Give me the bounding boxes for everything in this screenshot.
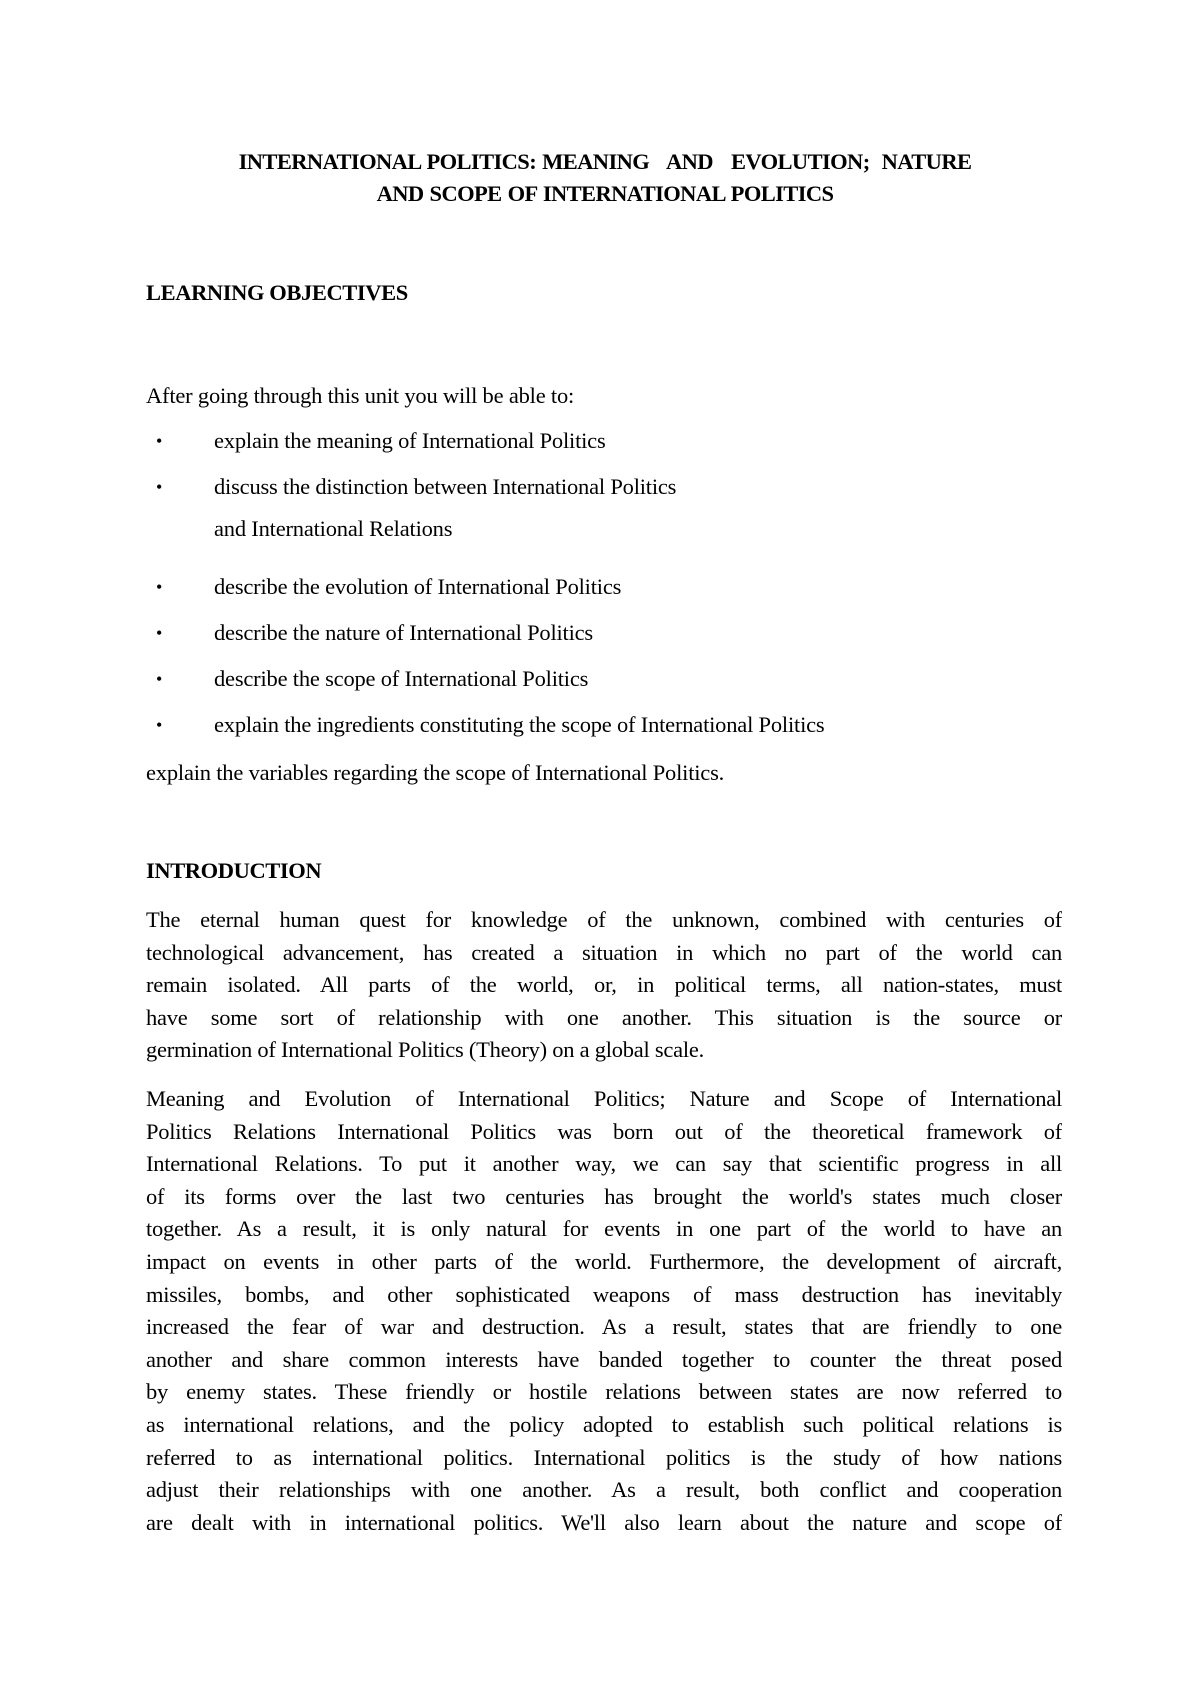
paragraph-line: have some sort of relationship with one another. This situation is the source or (146, 1004, 1062, 1030)
title-line-2: AND SCOPE OF INTERNATIONAL POLITICS (376, 181, 834, 206)
paragraph-line: technological advancement, has created a situation in which no part of the world can (146, 939, 1062, 965)
paragraph-line: by enemy states. These friendly or hostile relations between states are now referred to (146, 1379, 1062, 1405)
objectives-list (0, 0, 1200, 800)
paragraph-line: impact on events in other parts of the world. Furthermore, the development of aircraft, (146, 1248, 1062, 1274)
paragraph-line: adjust their relationships with one another. As a result, both conflict and cooperation (146, 1477, 1062, 1503)
objective-text: describe the evolution of International Politics (214, 574, 622, 599)
objective-text: explain the ingredients constituting the scope of International Politics (214, 712, 825, 737)
paragraph-line: International Relations. To put it another way, we can say that scientific progress in all (146, 1151, 1062, 1177)
introduction-paragraph-1 (146, 904, 1062, 1067)
objectives-intro: After going through this unit you will be able to: (146, 383, 575, 408)
objective-text: describe the scope of International Politics (214, 666, 589, 691)
bullet-icon: • (156, 669, 163, 689)
paragraph-line: are dealt with in international politics. We'll also learn about the nature and scope of (146, 1509, 1062, 1535)
objective-text: discuss the distinction between International Politics and International Relations (214, 474, 677, 541)
paragraph-line: The eternal human quest for knowledge of the unknown, combined with centuries of (146, 907, 1062, 932)
learning-objectives-heading: LEARNING OBJECTIVES (146, 280, 408, 305)
bullet-icon: • (156, 715, 163, 735)
title-line-1: INTERNATIONAL POLITICS: MEANING AND EVOLUTION; NATURE (238, 149, 972, 174)
paragraph-line: referred to as international politics. International politics is the study of how nations (146, 1444, 1062, 1470)
paragraph-line: remain isolated. All parts of the world, or, in political terms, all nation-states, must (146, 972, 1062, 998)
paragraph-line: missiles, bombs, and other sophisticated weapons of mass destruction has inevitably (146, 1281, 1062, 1307)
bullet-icon: • (156, 623, 163, 643)
paragraph-line: germination of International Politics (Theory) on a global scale. (146, 1037, 704, 1063)
objective-text: explain the meaning of International Politics (214, 428, 606, 453)
paragraph-line: Politics Relations International Politics was born out of the theoretical framework of (146, 1118, 1062, 1144)
bullet-icon: • (156, 577, 163, 597)
bullet-icon: • (156, 431, 163, 451)
objectives-trailing-line: explain the variables regarding the scope of International Politics. (146, 760, 725, 785)
introduction-heading: INTRODUCTION (146, 858, 322, 883)
bullet-icon: • (156, 477, 163, 497)
objective-text: describe the nature of International Politics (214, 620, 593, 645)
paragraph-line: increased the fear of war and destruction. As a result, states that are friendly to one (146, 1314, 1062, 1340)
paragraph-line: of its forms over the last two centuries has brought the world's states much closer (146, 1183, 1062, 1209)
paragraph-line: as international relations, and the policy adopted to establish such political relations is (146, 1411, 1062, 1437)
paragraph-line: another and share common interests have banded together to counter the threat posed (146, 1346, 1062, 1372)
paragraph-line: Meaning and Evolution of International Politics; Nature and Scope of International (146, 1086, 1062, 1111)
introduction-paragraph-2 (146, 1083, 1062, 1539)
paragraph-line: together. As a result, it is only natural for events in one part of the world to have an (146, 1216, 1062, 1242)
